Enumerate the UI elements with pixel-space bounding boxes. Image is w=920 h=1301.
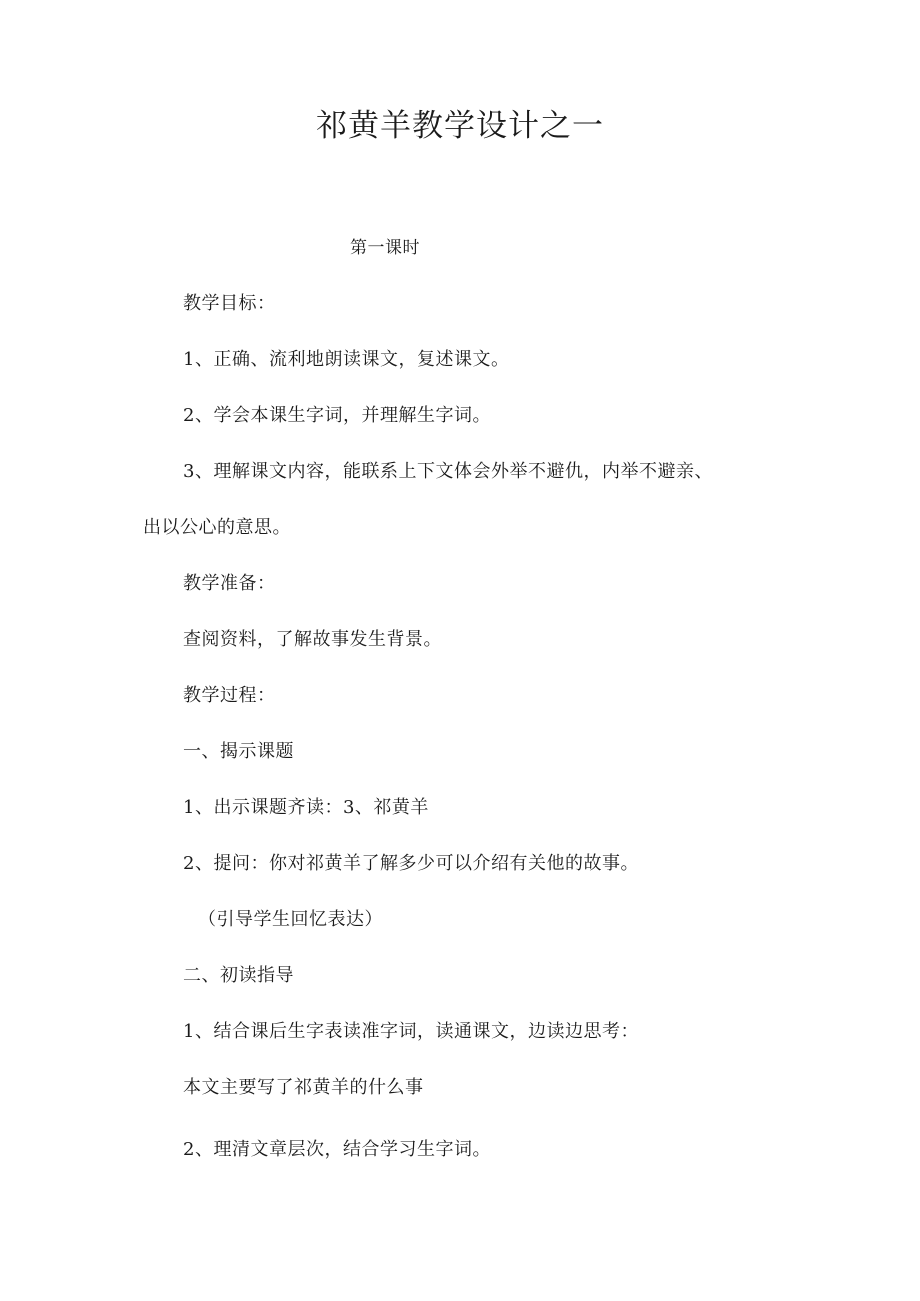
process-item-detail: 本文主要写了祁黄羊的什么事 xyxy=(183,1077,424,1098)
objective-item: 2、学会本课生字词，并理解生字词。 xyxy=(183,405,491,426)
objective-item: 1、正确、流利地朗读课文，复述课文。 xyxy=(183,349,510,370)
preparation-item: 查阅资料，了解故事发生背景。 xyxy=(183,629,442,650)
document-title: 祁黄羊教学设计之一 xyxy=(316,108,604,144)
process-item: 1、结合课后生字表读准字词，读通课文，边读边思考： xyxy=(183,1021,639,1042)
process-step-heading: 二、初读指导 xyxy=(183,965,294,986)
section-heading-objectives: 教学目标： xyxy=(183,293,276,314)
section-heading-process: 教学过程： xyxy=(183,685,276,706)
process-step-heading: 一、揭示课题 xyxy=(183,741,294,762)
process-item: 2、提问：你对祁黄羊了解多少可以介绍有关他的故事。 xyxy=(183,853,639,874)
section-heading-preparation: 教学准备： xyxy=(183,573,276,594)
process-item: 2、理清文章层次，结合学习生字词。 xyxy=(183,1139,491,1160)
objective-item: 3、理解课文内容，能联系上下文体会外举不避仇，内举不避亲、 xyxy=(183,461,713,482)
process-note: （引导学生回忆表达） xyxy=(198,909,383,930)
objective-item-continuation: 出以公心的意思。 xyxy=(143,517,291,538)
session-heading: 第一课时 xyxy=(350,238,420,258)
process-item: 1、出示课题齐读：3、祁黄羊 xyxy=(183,797,429,818)
